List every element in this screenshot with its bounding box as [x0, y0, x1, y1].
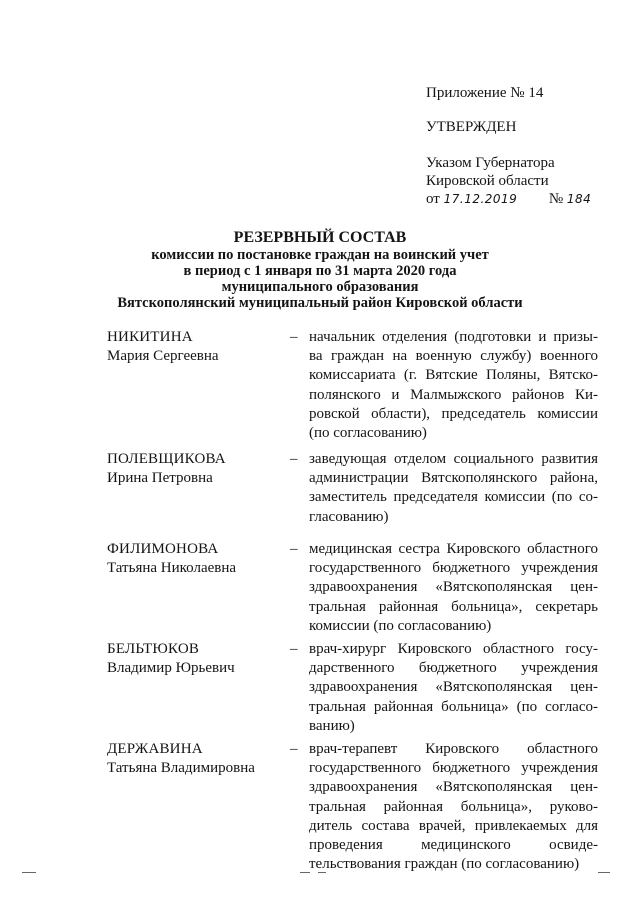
role-line: тральная районная больница», секретарь — [309, 598, 598, 615]
handwritten-number: 184 — [566, 192, 592, 206]
role-line: комиссариата (г. Вятские Поляны, Вятско- — [309, 367, 598, 384]
role-line: ва граждан на военную службу) военного — [309, 348, 598, 365]
dash-separator: – — [290, 541, 298, 557]
appendix-number: Приложение № 14 — [426, 85, 544, 101]
decree-date-line — [426, 190, 591, 209]
member-given-names: Владимир Юрьевич — [107, 660, 235, 676]
scan-mark — [300, 872, 310, 873]
member-role — [309, 328, 598, 443]
role-line: здравоохранения «Вятскополянская цен- — [309, 579, 598, 596]
document-title: РЕЗЕРВНЫЙ СОСТАВ — [233, 229, 407, 246]
approved-label: УТВЕРЖДЕН — [426, 119, 517, 135]
dash-separator: – — [290, 329, 298, 345]
role-line: заместитель председателя комиссии (по со- — [309, 489, 598, 506]
role-line: заведующая отделом социального развития — [309, 451, 598, 467]
title-line-3: в период с 1 января по 31 марта 2020 года — [183, 263, 457, 279]
role-line: врач-хирург Кировского областного госу- — [309, 641, 598, 657]
member-role — [309, 740, 598, 874]
role-line: дарственного бюджетного учреждения — [309, 660, 598, 677]
role-line: начальник отделения (подготовки и призы- — [309, 329, 598, 345]
role-line: (по согласованию) — [309, 424, 427, 441]
member-given-names: Татьяна Николаевна — [107, 560, 237, 576]
scan-mark — [22, 872, 36, 873]
decree-line-1: Указом Губернатора — [426, 155, 555, 171]
member-role — [309, 540, 598, 636]
member-surname: ПОЛЕВЩИКОВА — [107, 451, 226, 467]
role-line: гласованию) — [309, 508, 389, 525]
member-surname: ДЕРЖАВИНА — [107, 741, 203, 757]
role-line: медицинская сестра Кировского областного — [309, 541, 598, 557]
handwritten-date: 17.12.2019 — [443, 192, 518, 206]
scan-mark — [318, 872, 326, 873]
member-surname: ФИЛИМОНОВА — [107, 541, 219, 557]
role-line: ровской области), председатель комиссии — [309, 405, 598, 422]
dash-separator: – — [290, 641, 298, 657]
title-line-4: муниципального образования — [221, 279, 419, 295]
title-line-5: Вятскополянский муниципальный район Кировской области — [117, 295, 523, 311]
dash-separator: – — [290, 451, 298, 467]
member-surname: НИКИТИНА — [107, 329, 193, 345]
role-line: ванию) — [309, 717, 355, 734]
role-line: тральная районная больница» (по согласо- — [309, 698, 598, 715]
role-line: здравоохранения «Вятскополянская цен- — [309, 779, 598, 796]
title-line-2: комиссии по постановке граждан на воинский учет — [151, 247, 489, 263]
role-line: здравоохранения «Вятскополянская цен- — [309, 679, 598, 696]
member-role — [309, 450, 598, 527]
role-line: администрации Вятскополянского района, — [309, 470, 598, 487]
dash-separator: – — [290, 741, 298, 757]
member-given-names: Ирина Петровна — [107, 470, 213, 486]
member-role — [309, 640, 598, 736]
role-line: проведения медицинского освиде- — [309, 836, 598, 853]
role-line: тральная районная больница», руково- — [309, 798, 598, 815]
member-given-names: Татьяна Владимировна — [107, 760, 255, 776]
decree-line-2: Кировской области — [426, 173, 549, 189]
scan-mark — [598, 872, 610, 873]
role-line: государственного бюджетного учреждения — [309, 760, 598, 777]
number-prefix: № — [548, 191, 564, 207]
role-line: врач-терапевт Кировского областного — [309, 741, 598, 757]
date-prefix: от — [426, 191, 440, 207]
member-given-names: Мария Сергеевна — [107, 348, 219, 364]
role-line: комиссии (по согласованию) — [309, 617, 492, 634]
role-line: дитель состава врачей, привлекаемых для — [309, 817, 598, 834]
role-line: государственного бюджетного учреждения — [309, 560, 598, 577]
role-line: полянского и Малмыжского районов Ки- — [309, 386, 598, 403]
member-surname: БЕЛЬТЮКОВ — [107, 641, 200, 657]
role-line: тельствования граждан (по согласованию) — [309, 856, 580, 873]
